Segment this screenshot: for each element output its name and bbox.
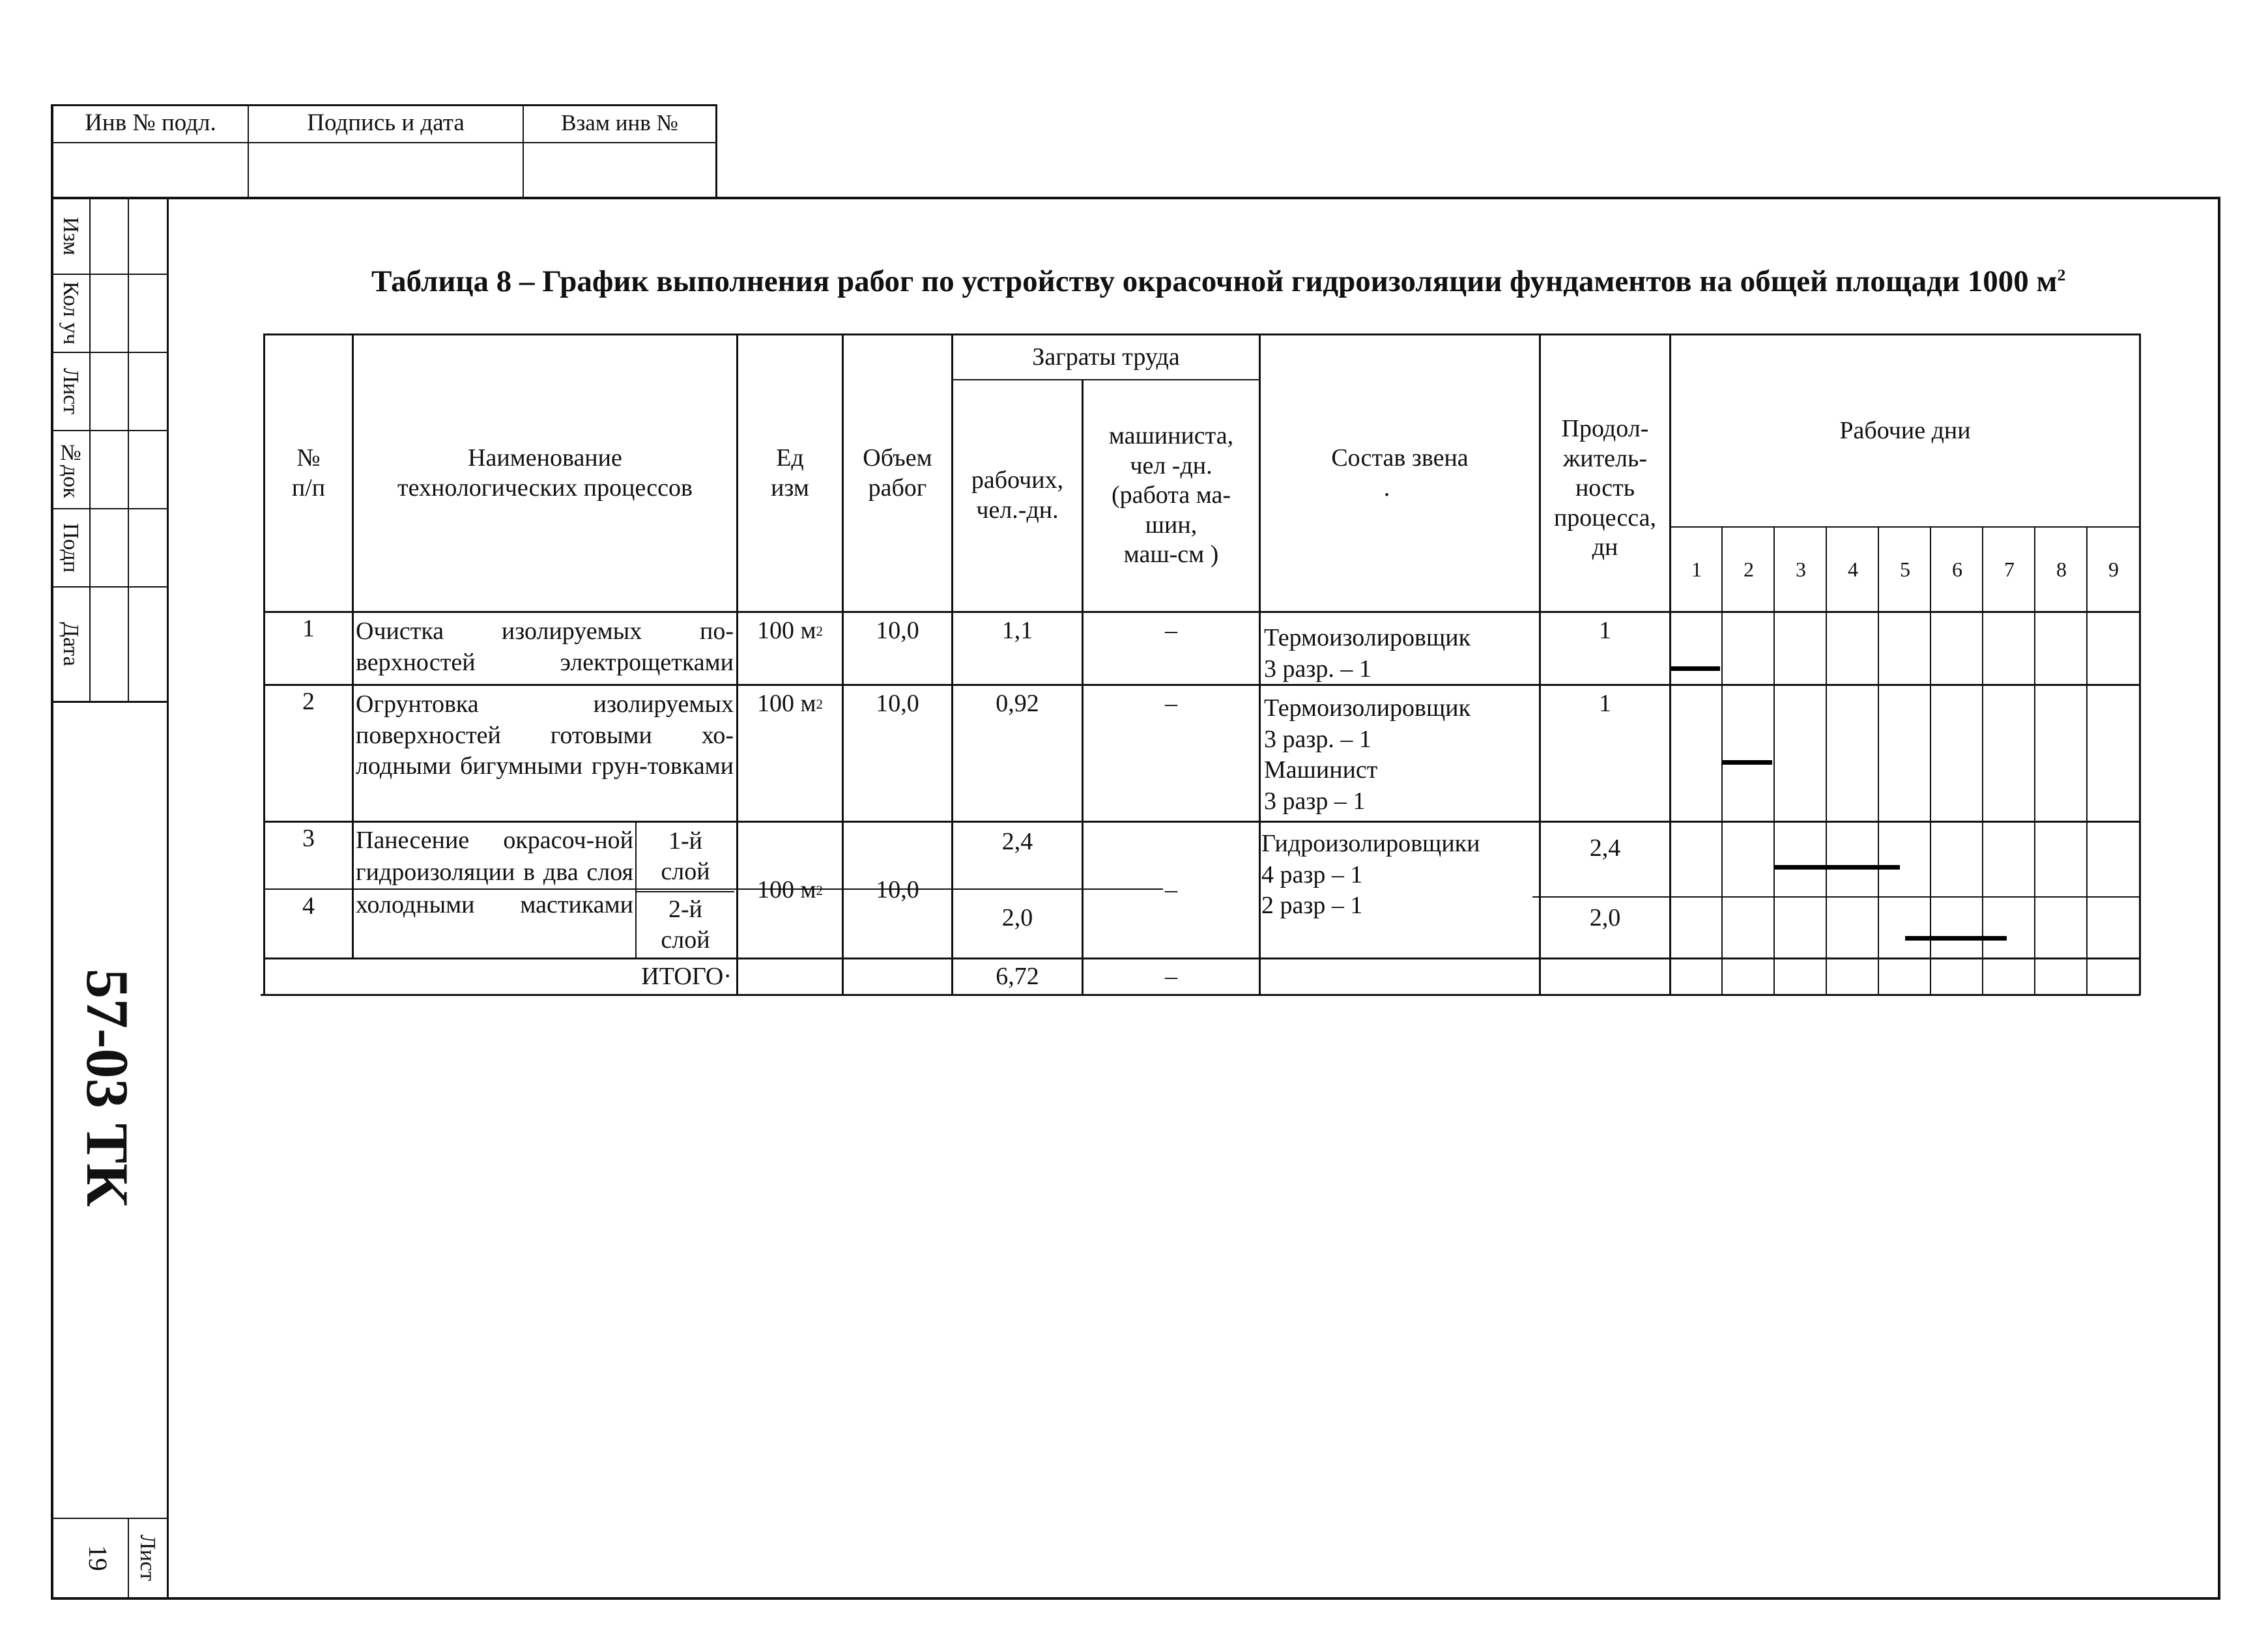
row34-unit-text: 100 м [757, 875, 816, 903]
row4-workers: 2,0 [1001, 904, 1033, 932]
row34-crew: Гидроизолировщики 4 разр – 1 2 разр – 1 [1261, 830, 1480, 919]
podp-label: Подп [59, 522, 83, 573]
header-crew-dot: . [1383, 474, 1390, 502]
row3-layer: 1-й слой [661, 827, 710, 885]
header-num: № п/п [291, 444, 326, 502]
header-duration: Продол- житель- ность процесса, дн [1553, 415, 1657, 561]
header-days: Рабочие дни [1839, 416, 1971, 444]
header-labor: Заграты труда [1032, 343, 1180, 371]
ndok-label: №док [59, 441, 83, 498]
row2-machinist: – [1165, 690, 1177, 718]
row2-num: 2 [302, 688, 315, 716]
table-title-sup: 2 [2057, 265, 2066, 285]
row4-layer: 2-й слой [661, 895, 710, 954]
row3-workers: 2,4 [1001, 828, 1033, 856]
row2-name: Огрунтовка изолируемых поверхностей готовыми хо-лодными бигумными грун-товками [356, 690, 734, 780]
row3-duration: 2,4 [1589, 834, 1621, 862]
header-crew-label: Состав звена [1331, 444, 1469, 472]
total-label: ИТОГО· [641, 963, 732, 990]
row1-unit-text: 100 м [757, 617, 816, 645]
sign-label: Подпись и дата [307, 109, 465, 136]
row2-unit-text: 100 м [757, 690, 816, 718]
row2-volume: 10,0 [876, 690, 919, 718]
header-unit: Ед изм [771, 444, 809, 502]
gantt-bar-row-3 [1775, 865, 1900, 870]
doc-code: 57-03 ТК [74, 969, 141, 1207]
gantt-bar-row-1 [1671, 666, 1720, 671]
row1-unit: 100 м 2 [738, 613, 842, 649]
day-number-8: 8 [2056, 557, 2067, 581]
day-number-7: 7 [2004, 557, 2015, 581]
header-volume: Объем рабог [863, 444, 932, 502]
day-number-6: 6 [1952, 557, 1962, 581]
row2-crew: Термоизолировщик 3 разр. – 1 Машинист 3 разр – 1 [1264, 694, 1471, 815]
row1-volume: 10,0 [876, 617, 919, 645]
izm-label: Изм [59, 217, 83, 256]
data-label: Дата [59, 622, 83, 666]
row1-num: 1 [302, 615, 315, 643]
day-number-5: 5 [1900, 557, 1910, 581]
day-number-2: 2 [1744, 557, 1754, 581]
inv-label: Инв № подл. [85, 109, 216, 136]
header-workers: рабочих, чел.-дн. [971, 466, 1064, 524]
list-label: Лист [59, 368, 83, 415]
row34-machinist: – [1165, 875, 1177, 903]
total-machinist: – [1165, 963, 1177, 991]
row1-workers: 1,1 [1001, 617, 1033, 645]
table-title-text: Таблица 8 – График выполнения рабог по устройству окрасочной гидроизоляции фундаментов на общей площади 1000 м [371, 264, 2058, 298]
row3-num: 3 [302, 825, 315, 853]
sheet-label: Лист [136, 1535, 160, 1582]
gantt-bar-row-2 [1723, 760, 1772, 765]
row4-num: 4 [302, 892, 315, 920]
row4-duration: 2,0 [1589, 904, 1621, 932]
row2-duration: 1 [1599, 690, 1611, 718]
total-workers: 6,72 [996, 963, 1039, 991]
row34-unit: 100 м 2 [738, 823, 842, 958]
day-number-9: 9 [2108, 557, 2119, 581]
row1-crew: Термоизолировщик 3 разр. – 1 [1264, 624, 1471, 683]
header-machinist: машиниста, чел -дн. (работа ма- шин, маш-см ) [1108, 422, 1234, 569]
row1-machinist: – [1165, 617, 1177, 645]
row1-name: Очистка изолируемых по- верхностей электрощетками [356, 617, 734, 676]
row2-unit: 100 м 2 [738, 686, 842, 722]
day-number-1: 1 [1691, 557, 1702, 581]
kol-label: Кол уч [59, 281, 83, 345]
row1-duration: 1 [1599, 617, 1611, 645]
header-crew [1261, 335, 1539, 611]
gantt-bar-row-4 [1905, 936, 2007, 941]
day-number-3: 3 [1796, 557, 1806, 581]
header-name: Наименование технологических процессов [397, 444, 693, 502]
row34-name: Панесение окрасоч-ной гидроизоляции в два слоя холодными мастиками [356, 827, 633, 918]
vzam-label: Взам инв № [561, 110, 678, 135]
sheet-number: 19 [83, 1545, 113, 1571]
row34-volume: 10,0 [876, 875, 919, 903]
day-number-4: 4 [1848, 557, 1858, 581]
table-title [371, 264, 2209, 299]
row2-workers: 0,92 [996, 690, 1039, 718]
